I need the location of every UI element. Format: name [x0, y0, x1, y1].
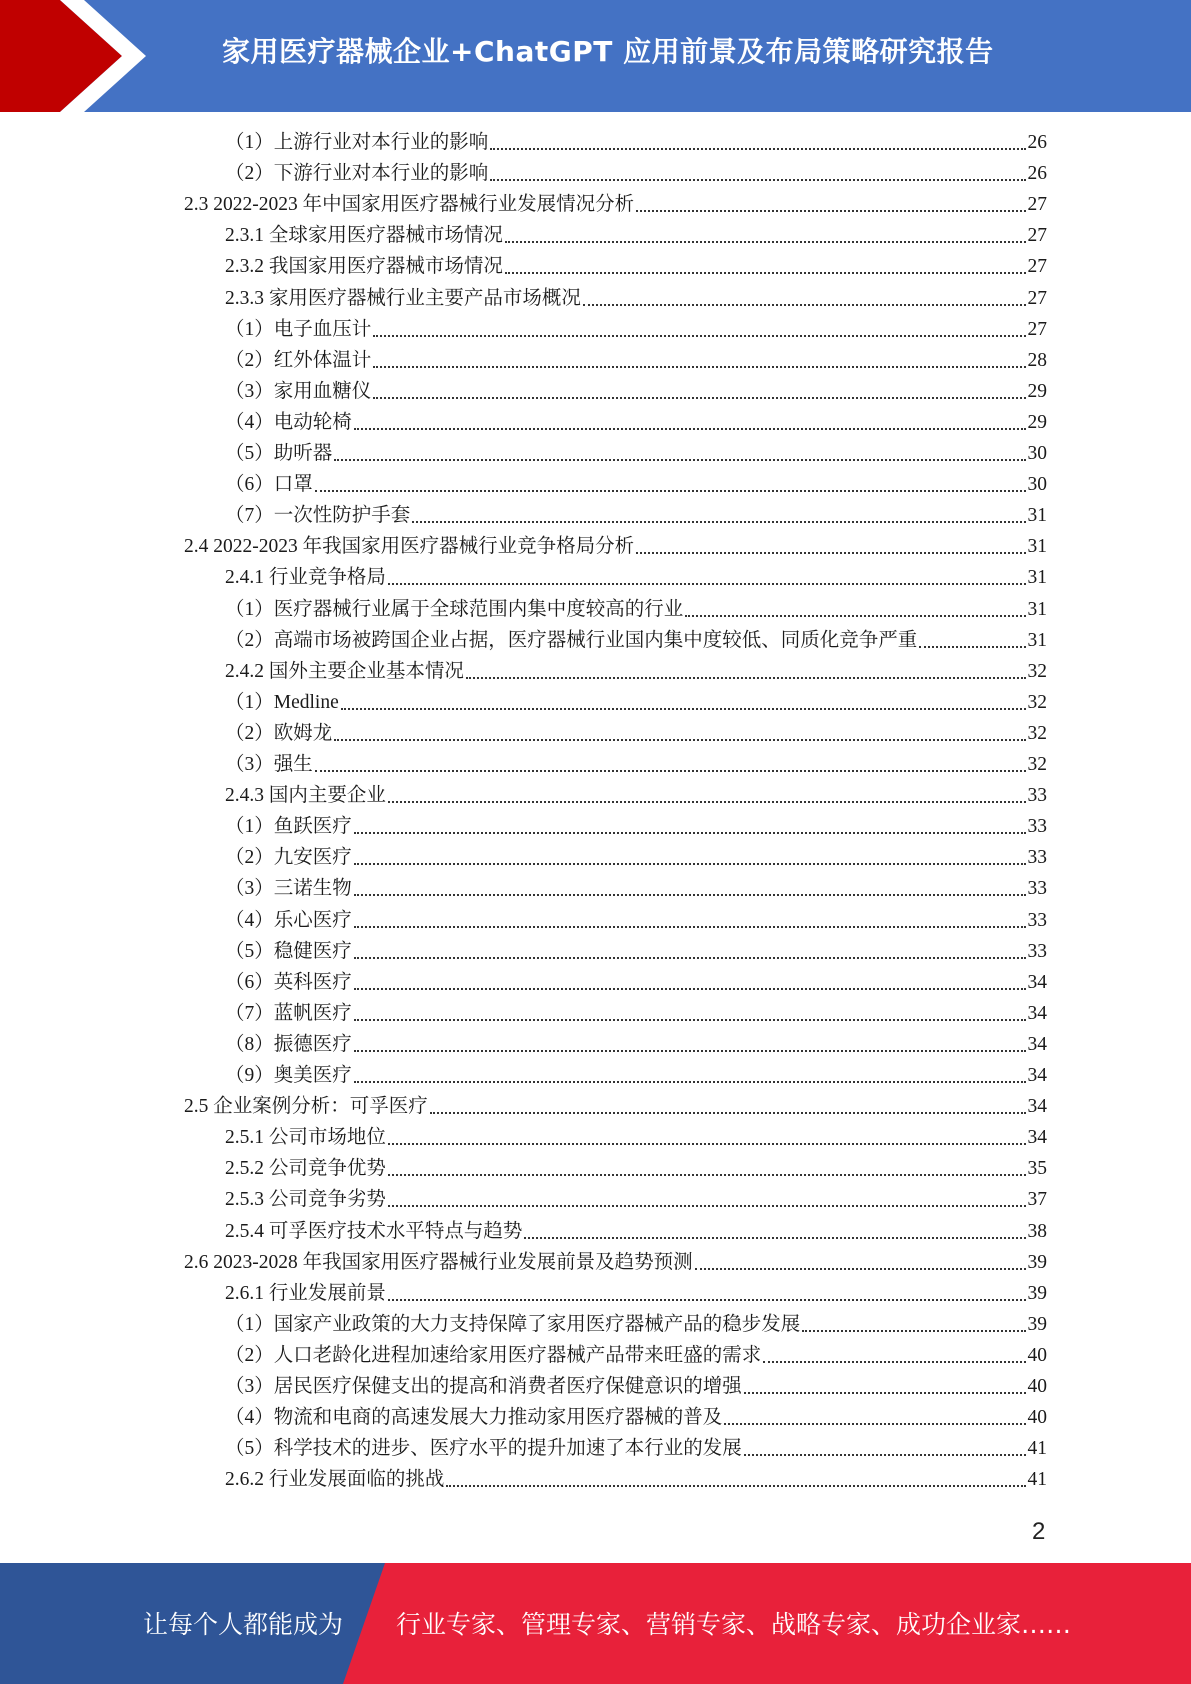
- toc-entry-page: 27: [1027, 225, 1047, 246]
- toc-dot-leader: [505, 271, 1026, 274]
- footer-slogan-left: 让每个人都能成为: [143, 1610, 344, 1639]
- toc-dot-leader: [505, 240, 1026, 243]
- toc-dot-leader: [695, 1267, 1026, 1270]
- toc-entry-page: 38: [1027, 1221, 1047, 1242]
- toc-entry-page: 41: [1027, 1469, 1047, 1490]
- toc-entry-page: 33: [1027, 816, 1047, 837]
- toc-entry-page: 41: [1027, 1438, 1047, 1459]
- toc-dot-leader: [744, 1453, 1026, 1456]
- toc-entry[interactable]: [225, 1029, 1047, 1060]
- toc-entry-label: （4）物流和电商的高速发展大力推动家用医疗器械的普及: [225, 1407, 723, 1428]
- toc-entry-label: （2）高端市场被跨国企业占据，医疗器械行业国内集中度较低、同质化竞争严重: [225, 630, 918, 651]
- toc-entry-label: 2.3.3 家用医疗器械行业主要产品市场概况: [225, 288, 581, 309]
- toc-entry[interactable]: [225, 687, 1047, 718]
- header-banner: [0, 0, 1191, 112]
- toc-entry-label: 2.3.2 我国家用医疗器械市场情况: [225, 256, 503, 277]
- toc-entry-label: （1）Medline: [225, 692, 339, 713]
- toc-entry-page: 31: [1027, 630, 1047, 651]
- toc-entry[interactable]: [184, 189, 1047, 220]
- toc-dot-leader: [636, 209, 1025, 212]
- toc-dot-leader: [373, 365, 1025, 368]
- toc-entry[interactable]: [225, 718, 1047, 749]
- toc-dot-leader: [802, 1329, 1025, 1332]
- toc-entry-label: （2）红外体温计: [225, 350, 372, 371]
- toc-entry[interactable]: [225, 127, 1047, 158]
- toc-entry-label: （3）居民医疗保健支出的提高和消费者医疗保健意识的增强: [225, 1376, 742, 1397]
- toc-entry[interactable]: [225, 656, 1047, 687]
- toc-dot-leader: [354, 831, 1026, 834]
- toc-dot-leader: [919, 645, 1025, 648]
- toc-entry[interactable]: [225, 438, 1047, 469]
- toc-entry[interactable]: [225, 251, 1047, 282]
- toc-entry[interactable]: [225, 1309, 1047, 1340]
- toc-entry-label: （7）一次性防护手套: [225, 505, 411, 526]
- toc-dot-leader: [373, 396, 1025, 399]
- toc-dot-leader: [334, 738, 1025, 741]
- toc-dot-leader: [388, 1173, 1026, 1176]
- toc-entry-label: 2.6.2 行业发展面临的挑战: [225, 1469, 445, 1490]
- toc-entry-page: 31: [1027, 599, 1047, 620]
- toc-entry-page: 37: [1027, 1189, 1047, 1210]
- toc-entry-page: 31: [1027, 536, 1047, 557]
- toc-entry-page: 39: [1027, 1314, 1047, 1335]
- toc-entry-page: 34: [1027, 1065, 1047, 1086]
- toc-dot-leader: [583, 303, 1026, 306]
- toc-dot-leader: [334, 458, 1025, 461]
- toc-entry-page: 29: [1027, 381, 1047, 402]
- toc-entry-label: 2.3 2022-2023 年中国家用医疗器械行业发展情况分析: [184, 194, 635, 215]
- toc-entry-page: 33: [1027, 878, 1047, 899]
- toc-entry-label: （2）下游行业对本行业的影响: [225, 163, 489, 184]
- toc-dot-leader: [354, 956, 1026, 959]
- toc-dot-leader: [315, 769, 1026, 772]
- toc-entry-page: 29: [1027, 412, 1047, 433]
- toc-entry-page: 27: [1027, 319, 1047, 340]
- toc-entry-page: 30: [1027, 474, 1047, 495]
- toc-dot-leader: [524, 1236, 1025, 1239]
- toc-entry[interactable]: [225, 905, 1047, 936]
- toc-dot-leader: [388, 1142, 1026, 1145]
- toc-entry-label: 2.4.2 国外主要企业基本情况: [225, 661, 464, 682]
- toc-entry[interactable]: [225, 1278, 1047, 1309]
- toc-entry-label: 2.5.3 公司竞争劣势: [225, 1189, 386, 1210]
- toc-dot-leader: [490, 147, 1025, 150]
- toc-dot-leader: [763, 1360, 1025, 1363]
- toc-dot-leader: [315, 489, 1026, 492]
- toc-dot-leader: [354, 1080, 1026, 1083]
- toc-entry[interactable]: [225, 625, 1047, 656]
- toc-entry-label: 2.6 2023-2028 年我国家用医疗器械行业发展前景及趋势预测: [184, 1252, 693, 1273]
- toc-entry-label: （1）国家产业政策的大力支持保障了家用医疗器械产品的稳步发展: [225, 1314, 801, 1335]
- toc-entry-page: 33: [1027, 847, 1047, 868]
- toc-dot-leader: [388, 1204, 1026, 1207]
- toc-dot-leader: [341, 707, 1026, 710]
- toc-entry-page: 40: [1027, 1407, 1047, 1428]
- toc-entry[interactable]: [225, 842, 1047, 873]
- toc-dot-leader: [354, 1018, 1026, 1021]
- toc-entry-label: （2）九安医疗: [225, 847, 352, 868]
- toc-dot-leader: [412, 520, 1025, 523]
- toc-entry-label: （3）强生: [225, 754, 313, 775]
- toc-entry-page: 40: [1027, 1376, 1047, 1397]
- toc-entry-page: 27: [1027, 194, 1047, 215]
- toc-entry[interactable]: [225, 1060, 1047, 1091]
- toc-entry-label: （2）人口老龄化进程加速给家用医疗器械产品带来旺盛的需求: [225, 1345, 762, 1366]
- toc-dot-leader: [446, 1484, 1025, 1487]
- toc-entry-page: 34: [1027, 1034, 1047, 1055]
- toc-dot-leader: [636, 551, 1025, 554]
- toc-entry[interactable]: [184, 1091, 1047, 1122]
- toc-entry-page: 32: [1027, 692, 1047, 713]
- toc-dot-leader: [388, 1298, 1026, 1301]
- toc-entry-label: 2.5.1 公司市场地位: [225, 1127, 386, 1148]
- toc-entry-page: 33: [1027, 910, 1047, 931]
- toc-entry-page: 35: [1027, 1158, 1047, 1179]
- toc-entry-page: 33: [1027, 941, 1047, 962]
- toc-entry[interactable]: [225, 749, 1047, 780]
- toc-entry-page: 39: [1027, 1252, 1047, 1273]
- toc-dot-leader: [388, 800, 1026, 803]
- toc-entry[interactable]: [225, 407, 1047, 438]
- toc-entry[interactable]: [225, 1216, 1047, 1247]
- toc-entry-label: （1）医疗器械行业属于全球范围内集中度较高的行业: [225, 599, 684, 620]
- toc-entry[interactable]: [225, 562, 1047, 593]
- toc-dot-leader: [354, 1049, 1026, 1052]
- toc-dot-leader: [354, 987, 1026, 990]
- toc-entry[interactable]: [184, 1247, 1047, 1278]
- footer-slogan-right: 行业专家、管理专家、营销专家、战略专家、成功企业家……: [396, 1610, 1072, 1639]
- toc-entry-page: 34: [1027, 1096, 1047, 1117]
- toc-entry[interactable]: [225, 936, 1047, 967]
- toc-entry-label: 2.4.1 行业竞争格局: [225, 567, 386, 588]
- toc-dot-leader: [354, 893, 1026, 896]
- toc-entry[interactable]: [225, 469, 1047, 500]
- toc-entry-page: 40: [1027, 1345, 1047, 1366]
- report-title: 家用医疗器械企业+ChatGPT 应用前景及布局策略研究报告: [222, 35, 994, 68]
- toc-dot-leader: [354, 427, 1026, 430]
- toc-entry-page: 26: [1027, 163, 1047, 184]
- toc-entry-label: 2.4 2022-2023 年我国家用医疗器械行业竞争格局分析: [184, 536, 635, 557]
- toc-entry[interactable]: [184, 531, 1047, 562]
- toc-entry-label: （3）三诺生物: [225, 878, 352, 899]
- toc-entry-label: （2）欧姆龙: [225, 723, 333, 744]
- toc-entry[interactable]: [225, 811, 1047, 842]
- toc-entry-page: 34: [1027, 1003, 1047, 1024]
- toc-entry[interactable]: [225, 1433, 1047, 1464]
- toc-entry-label: 2.5.4 可孚医疗技术水平特点与趋势: [225, 1221, 523, 1242]
- toc-entry[interactable]: [225, 500, 1047, 531]
- toc-entry-page: 26: [1027, 132, 1047, 153]
- toc-entry-label: （1）上游行业对本行业的影响: [225, 132, 489, 153]
- toc-entry[interactable]: [225, 376, 1047, 407]
- toc-entry[interactable]: [225, 1371, 1047, 1402]
- toc-entry-label: （6）口罩: [225, 474, 313, 495]
- toc-dot-leader: [430, 1111, 1026, 1114]
- toc-entry-page: 32: [1027, 754, 1047, 775]
- toc-entry-label: （3）家用血糖仪: [225, 381, 372, 402]
- toc-entry[interactable]: [225, 873, 1047, 904]
- toc-entry-label: （1）鱼跃医疗: [225, 816, 352, 837]
- toc-entry-label: （1）电子血压计: [225, 319, 372, 340]
- toc-entry-page: 34: [1027, 972, 1047, 993]
- toc-entry-label: （5）助听器: [225, 443, 333, 464]
- toc-entry[interactable]: [225, 158, 1047, 189]
- toc-entry-label: （4）乐心医疗: [225, 910, 352, 931]
- toc-entry-label: （8）振德医疗: [225, 1034, 352, 1055]
- toc-entry-label: 2.5.2 公司竞争优势: [225, 1158, 386, 1179]
- toc-entry-label: 2.5 企业案例分析：可孚医疗: [184, 1096, 428, 1117]
- toc-entry-label: （5）稳健医疗: [225, 941, 352, 962]
- footer-banner: [0, 1563, 1191, 1684]
- toc-entry-label: （7）蓝帆医疗: [225, 1003, 352, 1024]
- toc-entry-page: 28: [1027, 350, 1047, 371]
- toc-dot-leader: [744, 1391, 1026, 1394]
- toc-entry[interactable]: [225, 1122, 1047, 1153]
- toc-entry-page: 27: [1027, 288, 1047, 309]
- toc-dot-leader: [354, 862, 1026, 865]
- toc-entry-label: （6）英科医疗: [225, 972, 352, 993]
- toc-entry[interactable]: [225, 998, 1047, 1029]
- toc-dot-leader: [354, 925, 1026, 928]
- page-number: 2: [1032, 1518, 1046, 1545]
- toc-entry[interactable]: [225, 1402, 1047, 1433]
- toc-entry-page: 39: [1027, 1283, 1047, 1304]
- toc-entry-label: （5）科学技术的进步、医疗水平的提升加速了本行业的发展: [225, 1438, 742, 1459]
- toc-entry-page: 27: [1027, 256, 1047, 277]
- toc-entry-label: 2.3.1 全球家用医疗器械市场情况: [225, 225, 503, 246]
- toc-entry[interactable]: [225, 283, 1047, 314]
- toc-entry[interactable]: [225, 1184, 1047, 1215]
- toc-dot-leader: [685, 614, 1025, 617]
- toc-entry[interactable]: [225, 1340, 1047, 1371]
- toc-entry-label: 2.6.1 行业发展前景: [225, 1283, 386, 1304]
- toc-entry-page: 34: [1027, 1127, 1047, 1148]
- toc-entry[interactable]: [225, 594, 1047, 625]
- toc-dot-leader: [373, 334, 1025, 337]
- toc-entry[interactable]: [225, 1153, 1047, 1184]
- toc-entry-label: 2.4.3 国内主要企业: [225, 785, 386, 806]
- toc-entry-page: 30: [1027, 443, 1047, 464]
- toc-entry-label: （9）奥美医疗: [225, 1065, 352, 1086]
- toc-entry[interactable]: [225, 780, 1047, 811]
- toc-dot-leader: [724, 1422, 1025, 1425]
- toc-entry-page: 32: [1027, 661, 1047, 682]
- toc-entry[interactable]: [225, 314, 1047, 345]
- toc-entry-label: （4）电动轮椅: [225, 412, 352, 433]
- toc-dot-leader: [388, 582, 1026, 585]
- toc-entry-page: 33: [1027, 785, 1047, 806]
- toc-entry[interactable]: [225, 220, 1047, 251]
- toc-entry[interactable]: [225, 345, 1047, 376]
- toc-dot-leader: [466, 676, 1026, 679]
- toc-entry-page: 32: [1027, 723, 1047, 744]
- toc-entry[interactable]: [225, 1464, 1047, 1495]
- toc-entry[interactable]: [225, 967, 1047, 998]
- toc-entry-page: 31: [1027, 505, 1047, 526]
- toc-dot-leader: [490, 178, 1025, 181]
- toc-entry-page: 31: [1027, 567, 1047, 588]
